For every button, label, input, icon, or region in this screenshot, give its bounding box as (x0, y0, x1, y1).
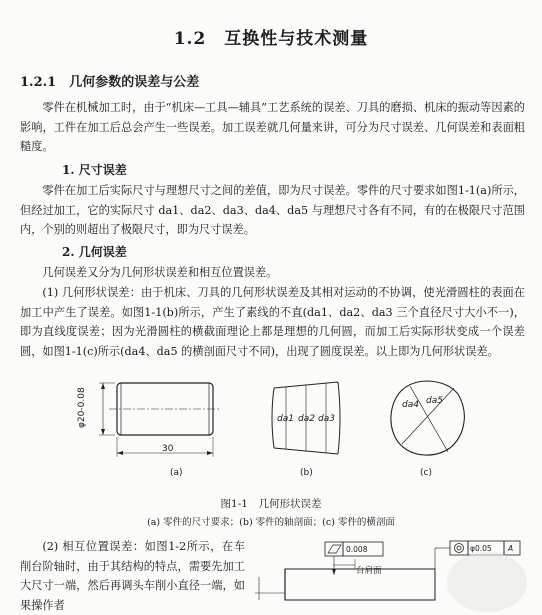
label-da4: da4 (402, 400, 419, 410)
position-error-paragraph: (2) 相互位置误差：如图1-2所示，在车削台阶轴时，由于其结构的特点，需要先加工大尺寸一端，然后再调头车削小直径一端，如果操作者 (20, 540, 245, 612)
figure-caption: 图1-1 几何形状误差 (220, 498, 322, 510)
coaxiality-tolerance: φ0.05 (470, 544, 492, 553)
figure-c-drawing (388, 378, 468, 458)
size-error-paragraph: 零件在加工后实际尺寸与理想尺寸之间的差值，即为尺寸误差。零件的尺寸要求如图1-1(a)所示，但经过加工，它的实际尺寸 da1、da2、da3、da4、da5 与理想尺寸各有不同，有的在极限尺寸范围内，个别的则超出了极限尺寸，即为尺寸误差。 (20, 184, 525, 236)
label-da1: da1 (277, 414, 294, 424)
figure-2-drawing (255, 537, 542, 600)
dim-diameter: φ20-0.08 (77, 387, 87, 428)
label-da3: da3 (318, 414, 335, 424)
label-da2: da2 (298, 414, 315, 424)
heading-geometric-error: 2. 几何误差 (62, 245, 127, 259)
intro-paragraph: 零件在机械加工时，由于“机床—工具—辅具”工艺系统的误差、刀具的磨损、机床的振动等因素的影响，工件在加工后总会产生一些误差。加工误差就几何量来讲，可分为尺寸误差、几何误差和表面粗糙度。 (20, 101, 525, 153)
label-b: (b) (300, 468, 313, 478)
flatness-tolerance: 0.008 (346, 545, 368, 554)
shape-error-paragraph: (1) 几何形状误差：由于机床、刀具的几何形状误差及其相对运动的不协调，使光滑圆柱的表面在加工中产生了误差。如图1-1(b)所示，产生了素线的不直(da1、da2、da3 三个直径尺寸大小不一)，即为直线度误差；因为光滑圆柱的横截面理论上都是理想的几何圆，而加工后实际形状变成一个误差圆，如图1-1(c)所示(da4、da5 的横剖面尺寸不同)，出现了圆度误差。以上即为几何形状误差。 (20, 286, 525, 358)
figure-subcaption: (a) 零件的尺寸要求；(b) 零件的轴剖面；(c) 零件的横剖面 (147, 517, 395, 528)
label-da5: da5 (426, 396, 443, 406)
dim-length: 30 (162, 444, 174, 454)
shoulder-label: 台肩面 (356, 566, 382, 576)
subsection-title: 1.2.1 几何参数的误差与公差 (20, 75, 200, 90)
section-title: 1.2 互换性与技术测量 (173, 29, 369, 49)
datum-label: A (508, 544, 514, 553)
geometric-intro: 几何误差又分为几何形状误差和相互位置误差。 (42, 266, 278, 279)
heading-size-error: 1. 尺寸误差 (62, 163, 127, 177)
label-a: (a) (170, 468, 183, 478)
label-c: (c) (420, 468, 432, 478)
